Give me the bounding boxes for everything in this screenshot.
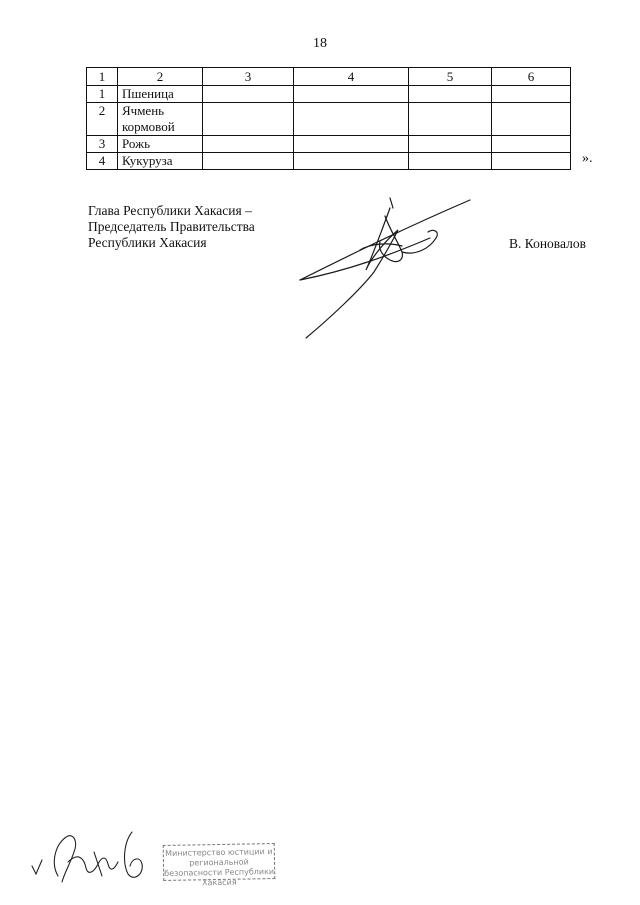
row-number: 4: [87, 153, 118, 170]
stamp-text: Министерство юстиции и региональной безопасности Республики Хакасия: [164, 847, 275, 888]
page-number: 18: [313, 36, 327, 51]
table-header-cell: 6: [492, 68, 571, 86]
table-header-cell: 3: [203, 68, 294, 86]
table-row: [87, 136, 571, 153]
signature-icon: [290, 190, 480, 340]
table-header-cell: 1: [87, 68, 118, 86]
crop-name: Рожь: [118, 136, 203, 153]
crop-name: Ячмень кормовой: [118, 103, 203, 136]
signatory-title-line: Республики Хакасия: [88, 235, 207, 250]
row-number: 1: [87, 86, 118, 103]
table-header-cell: 4: [294, 68, 409, 86]
table-cell: [294, 153, 409, 170]
row-number: 2: [87, 103, 118, 136]
table-cell: [294, 86, 409, 103]
table-cell: [492, 136, 571, 153]
table-cell: [409, 86, 492, 103]
table-cell: [492, 103, 571, 136]
table-cell: [203, 153, 294, 170]
table-cell: [294, 136, 409, 153]
table-cell: [203, 136, 294, 153]
table-header-cell: 2: [118, 68, 203, 86]
table-cell: [409, 153, 492, 170]
table-row: [87, 103, 571, 136]
table-cell: [492, 153, 571, 170]
table-cell: [203, 103, 294, 136]
table-header-cell: 5: [409, 68, 492, 86]
signatory-title: [88, 203, 255, 251]
table-cell: [294, 103, 409, 136]
initials-icon: [28, 822, 158, 890]
table-cell: [203, 86, 294, 103]
table-row: [87, 153, 571, 170]
table-cell: [409, 103, 492, 136]
table-cell: [409, 136, 492, 153]
signer-name: В. Коновалов: [509, 236, 586, 251]
table-cell: [492, 86, 571, 103]
crop-name: Кукуруза: [118, 153, 203, 170]
row-number: 3: [87, 136, 118, 153]
table-header-row: [87, 68, 571, 86]
crop-table: [86, 67, 571, 170]
crop-name: Пшеница: [118, 86, 203, 103]
closing-quote: ».: [582, 151, 593, 166]
stamp: [163, 843, 276, 888]
table-row: [87, 86, 571, 103]
signatory-title-line: Глава Республики Хакасия –: [88, 203, 252, 218]
signatory-title-line: Председатель Правительства: [88, 219, 255, 234]
